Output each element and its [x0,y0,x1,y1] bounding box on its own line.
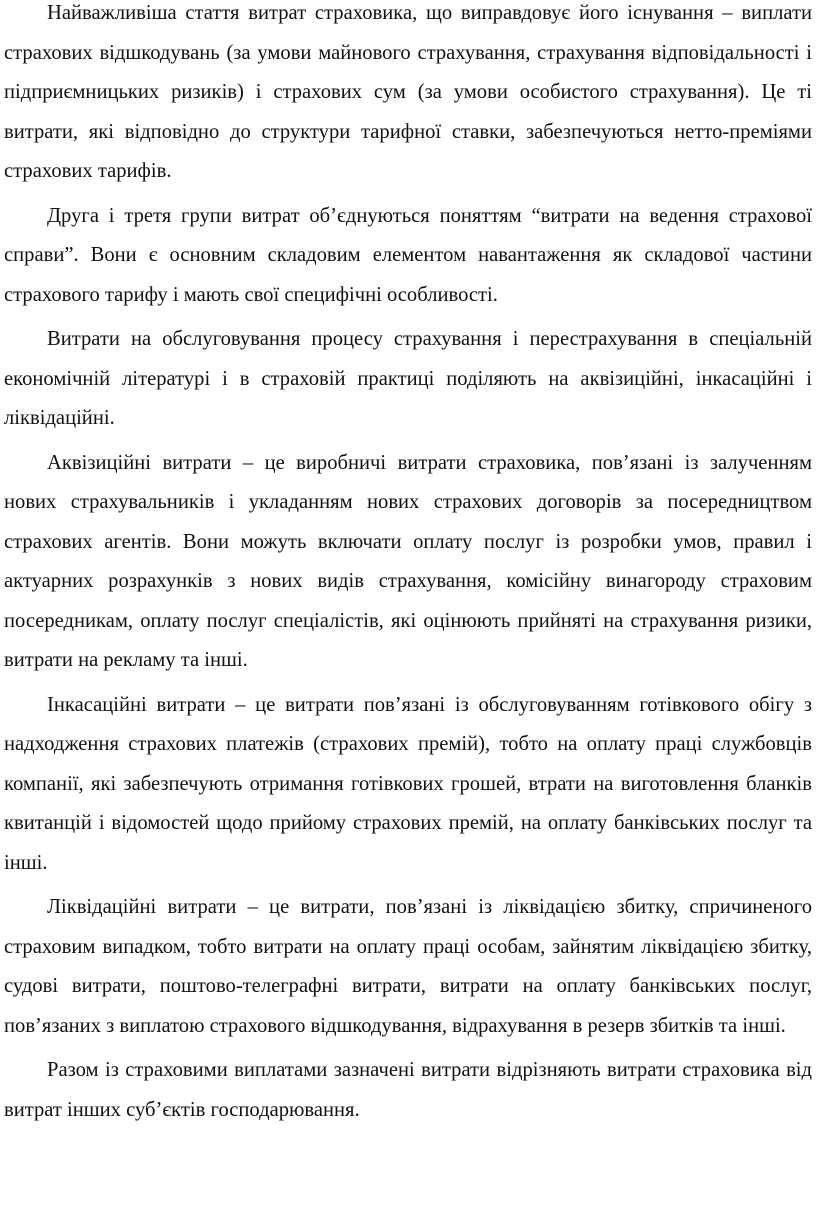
paragraph-cost-classification: Витрати на обслуговування процесу страхування і перестрахування в спеціальній економічній літературі і в страховій практиці поділяють на аквізиційні, інкасаційні і ліквідаційні. [4,328,812,429]
paragraph-conclusion: Разом із страховими виплатами зазначені витрати відрізняють витрати страховика від витрат інших суб’єктів господарювання. [4,1059,812,1121]
paragraph-collection-costs: Інкасаційні витрати – це витрати пов’язані із обслуговуванням готівкового обігу з надходження страхових платежів (страхових премій), тобто на оплату праці службовців компанії, які забезпечують отримання готівкових грошей, втрати на виготовлення бланків квитанцій і відомостей щодо прийому страхових премій, на оплату банківських послуг та інші. [4,693,812,874]
paragraph-liquidation-costs: Ліквідаційні витрати – це витрати, пов’язані із ліквідацією збитку, спричиненого страховим випадком, тобто витрати на оплату праці особам, зайнятим ліквідацією збитку, судові витрати, поштово-телеграфні витрати, витрати на оплату банківських послуг, пов’язаних з виплатою страхового відшкодування, відрахування в резерв збитків та інші. [4,896,812,1037]
paragraph-acquisition-costs: Аквізиційні витрати – це виробничі витрати страховика, пов’язані із залученням нових страхувальників і укладанням нових страхових договорів за посередництвом страхових агентів. Вони можуть включати оплату послуг із розробки умов, правил і актуарних розрахунків з нових видів страхування, комісійну винагороду страховим посередникам, оплату послуг спеціалістів, які оцінюють прийняті на страхування ризики, витрати на рекламу та інші. [4,451,812,671]
paragraph-business-costs: Друга і третя групи витрат об’єднуються поняттям “витрати на ведення страхової справи”. Вони є основним складовим елементом навантаження як складової частини страхового тарифу і мають свої специфічні особливості. [4,204,812,306]
paragraph-main-expense: Найважливіша стаття витрат страховика, що виправдовує його існування – виплати страхових відшкодувань (за умови майнового страхування, страхування відповідальності і підприємницьких ризиків) і страхових сум (за умови особистого страхування). Це ті витрати, які відповідно до структури тарифної ставки, забезпечуються нетто-преміями страхових тарифів. [4,2,812,182]
